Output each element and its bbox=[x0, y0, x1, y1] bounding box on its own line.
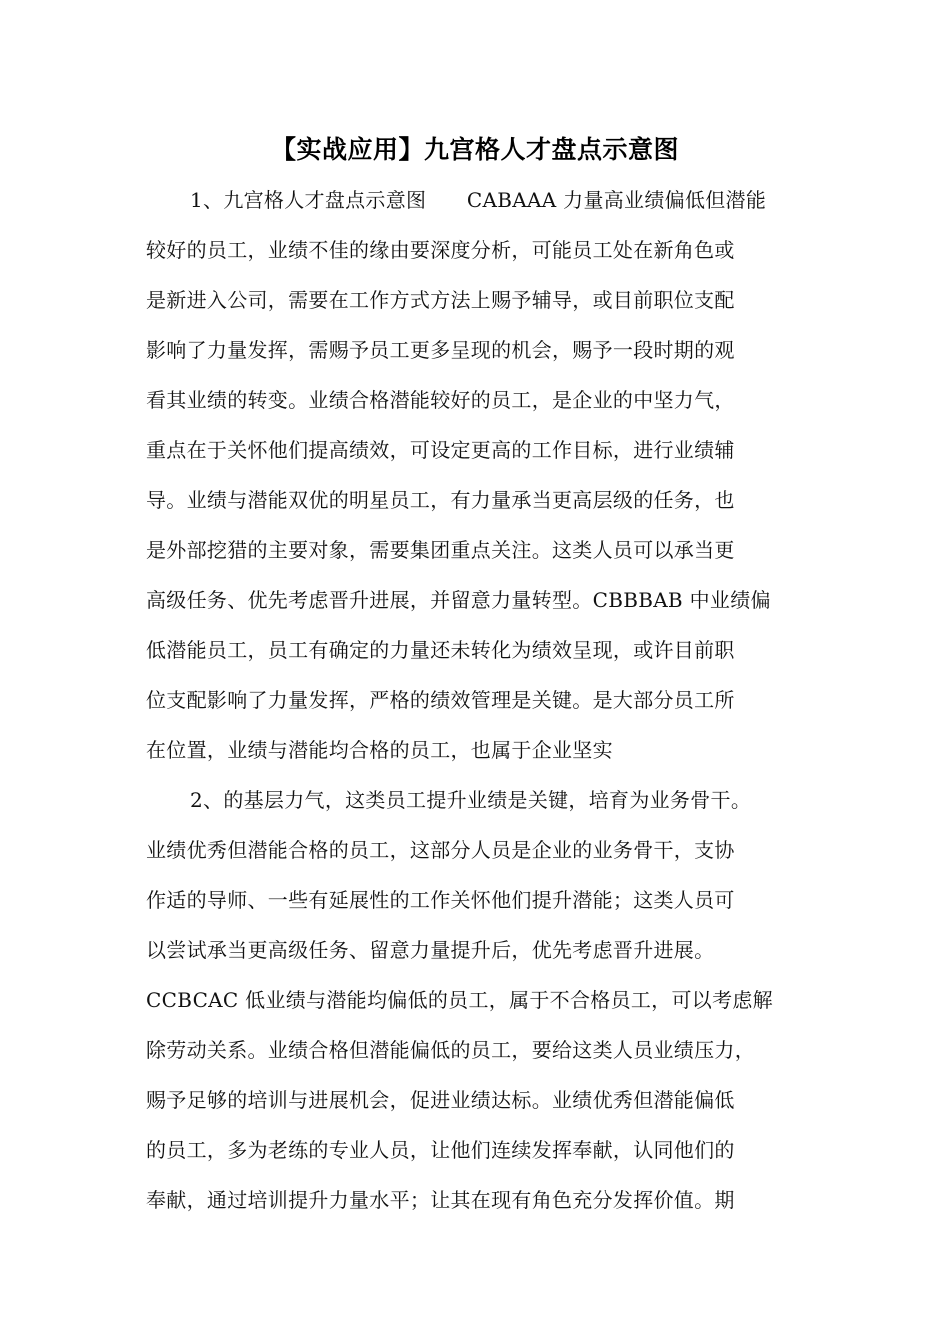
paragraph-1-line-1: 1、九宫格人才盘点示意图 CABAAA 力量高业绩偏低但潜能 bbox=[190, 188, 767, 212]
paragraph-2-line-9: 奉献，通过培训提升力量水平；让其在现有角色充分发挥价值。期 bbox=[146, 1188, 735, 1212]
paragraph-1-line-7: 导。业绩与潜能双优的明星员工，有力量承当更高层级的任务，也 bbox=[146, 488, 735, 512]
paragraph-1-line-4: 影响了力量发挥，需赐予员工更多呈现的机会，赐予一段时期的观 bbox=[146, 338, 735, 362]
paragraph-2-line-5: CCBCAC 低业绩与潜能均偏低的员工，属于不合格员工，可以考虑解 bbox=[146, 988, 773, 1012]
paragraph-2-line-1: 2、的基层力气，这类员工提升业绩是关键，培育为业务骨干。 bbox=[190, 788, 752, 812]
paragraph-2-line-7: 赐予足够的培训与进展机会，促进业绩达标。业绩优秀但潜能偏低 bbox=[146, 1088, 735, 1112]
paragraph-2-line-8: 的员工，多为老练的专业人员，让他们连续发挥奉献，认同他们的 bbox=[146, 1138, 735, 1162]
paragraph-1-line-10: 低潜能员工，员工有确定的力量还未转化为绩效呈现，或许目前职 bbox=[146, 638, 735, 662]
paragraph-1-line-5: 看其业绩的转变。业绩合格潜能较好的员工，是企业的中坚力气， bbox=[146, 388, 735, 412]
paragraph-2-line-4: 以尝试承当更高级任务、留意力量提升后，优先考虑晋升进展。 bbox=[146, 938, 715, 962]
paragraph-1-line-6: 重点在于关怀他们提高绩效，可设定更高的工作目标，进行业绩辅 bbox=[146, 438, 735, 462]
paragraph-1-line-12: 在位置，业绩与潜能均合格的员工，也属于企业坚实 bbox=[146, 738, 613, 762]
paragraph-1-line-3: 是新进入公司，需要在工作方式方法上赐予辅导，或目前职位支配 bbox=[146, 288, 735, 312]
paragraph-2-line-6: 除劳动关系。业绩合格但潜能偏低的员工，要给这类人员业绩压力， bbox=[146, 1038, 755, 1062]
paragraph-1-line-8: 是外部挖猎的主要对象，需要集团重点关注。这类人员可以承当更 bbox=[146, 538, 735, 562]
paragraph-2-line-3: 作适的导师、一些有延展性的工作关怀他们提升潜能；这类人员可 bbox=[146, 888, 735, 912]
document-title: 【实战应用】九宫格人才盘点示意图 bbox=[270, 135, 679, 164]
paragraph-2-line-2: 业绩优秀但潜能合格的员工，这部分人员是企业的业务骨干，支协 bbox=[146, 838, 735, 862]
paragraph-1-line-9: 高级任务、优先考虑晋升进展，并留意力量转型。CBBBAB 中业绩偏 bbox=[146, 588, 771, 612]
paragraph-1-line-2: 较好的员工，业绩不佳的缘由要深度分析，可能员工处在新角色或 bbox=[146, 238, 735, 262]
paragraph-1-line-11: 位支配影响了力量发挥，严格的绩效管理是关键。是大部分员工所 bbox=[146, 688, 735, 712]
